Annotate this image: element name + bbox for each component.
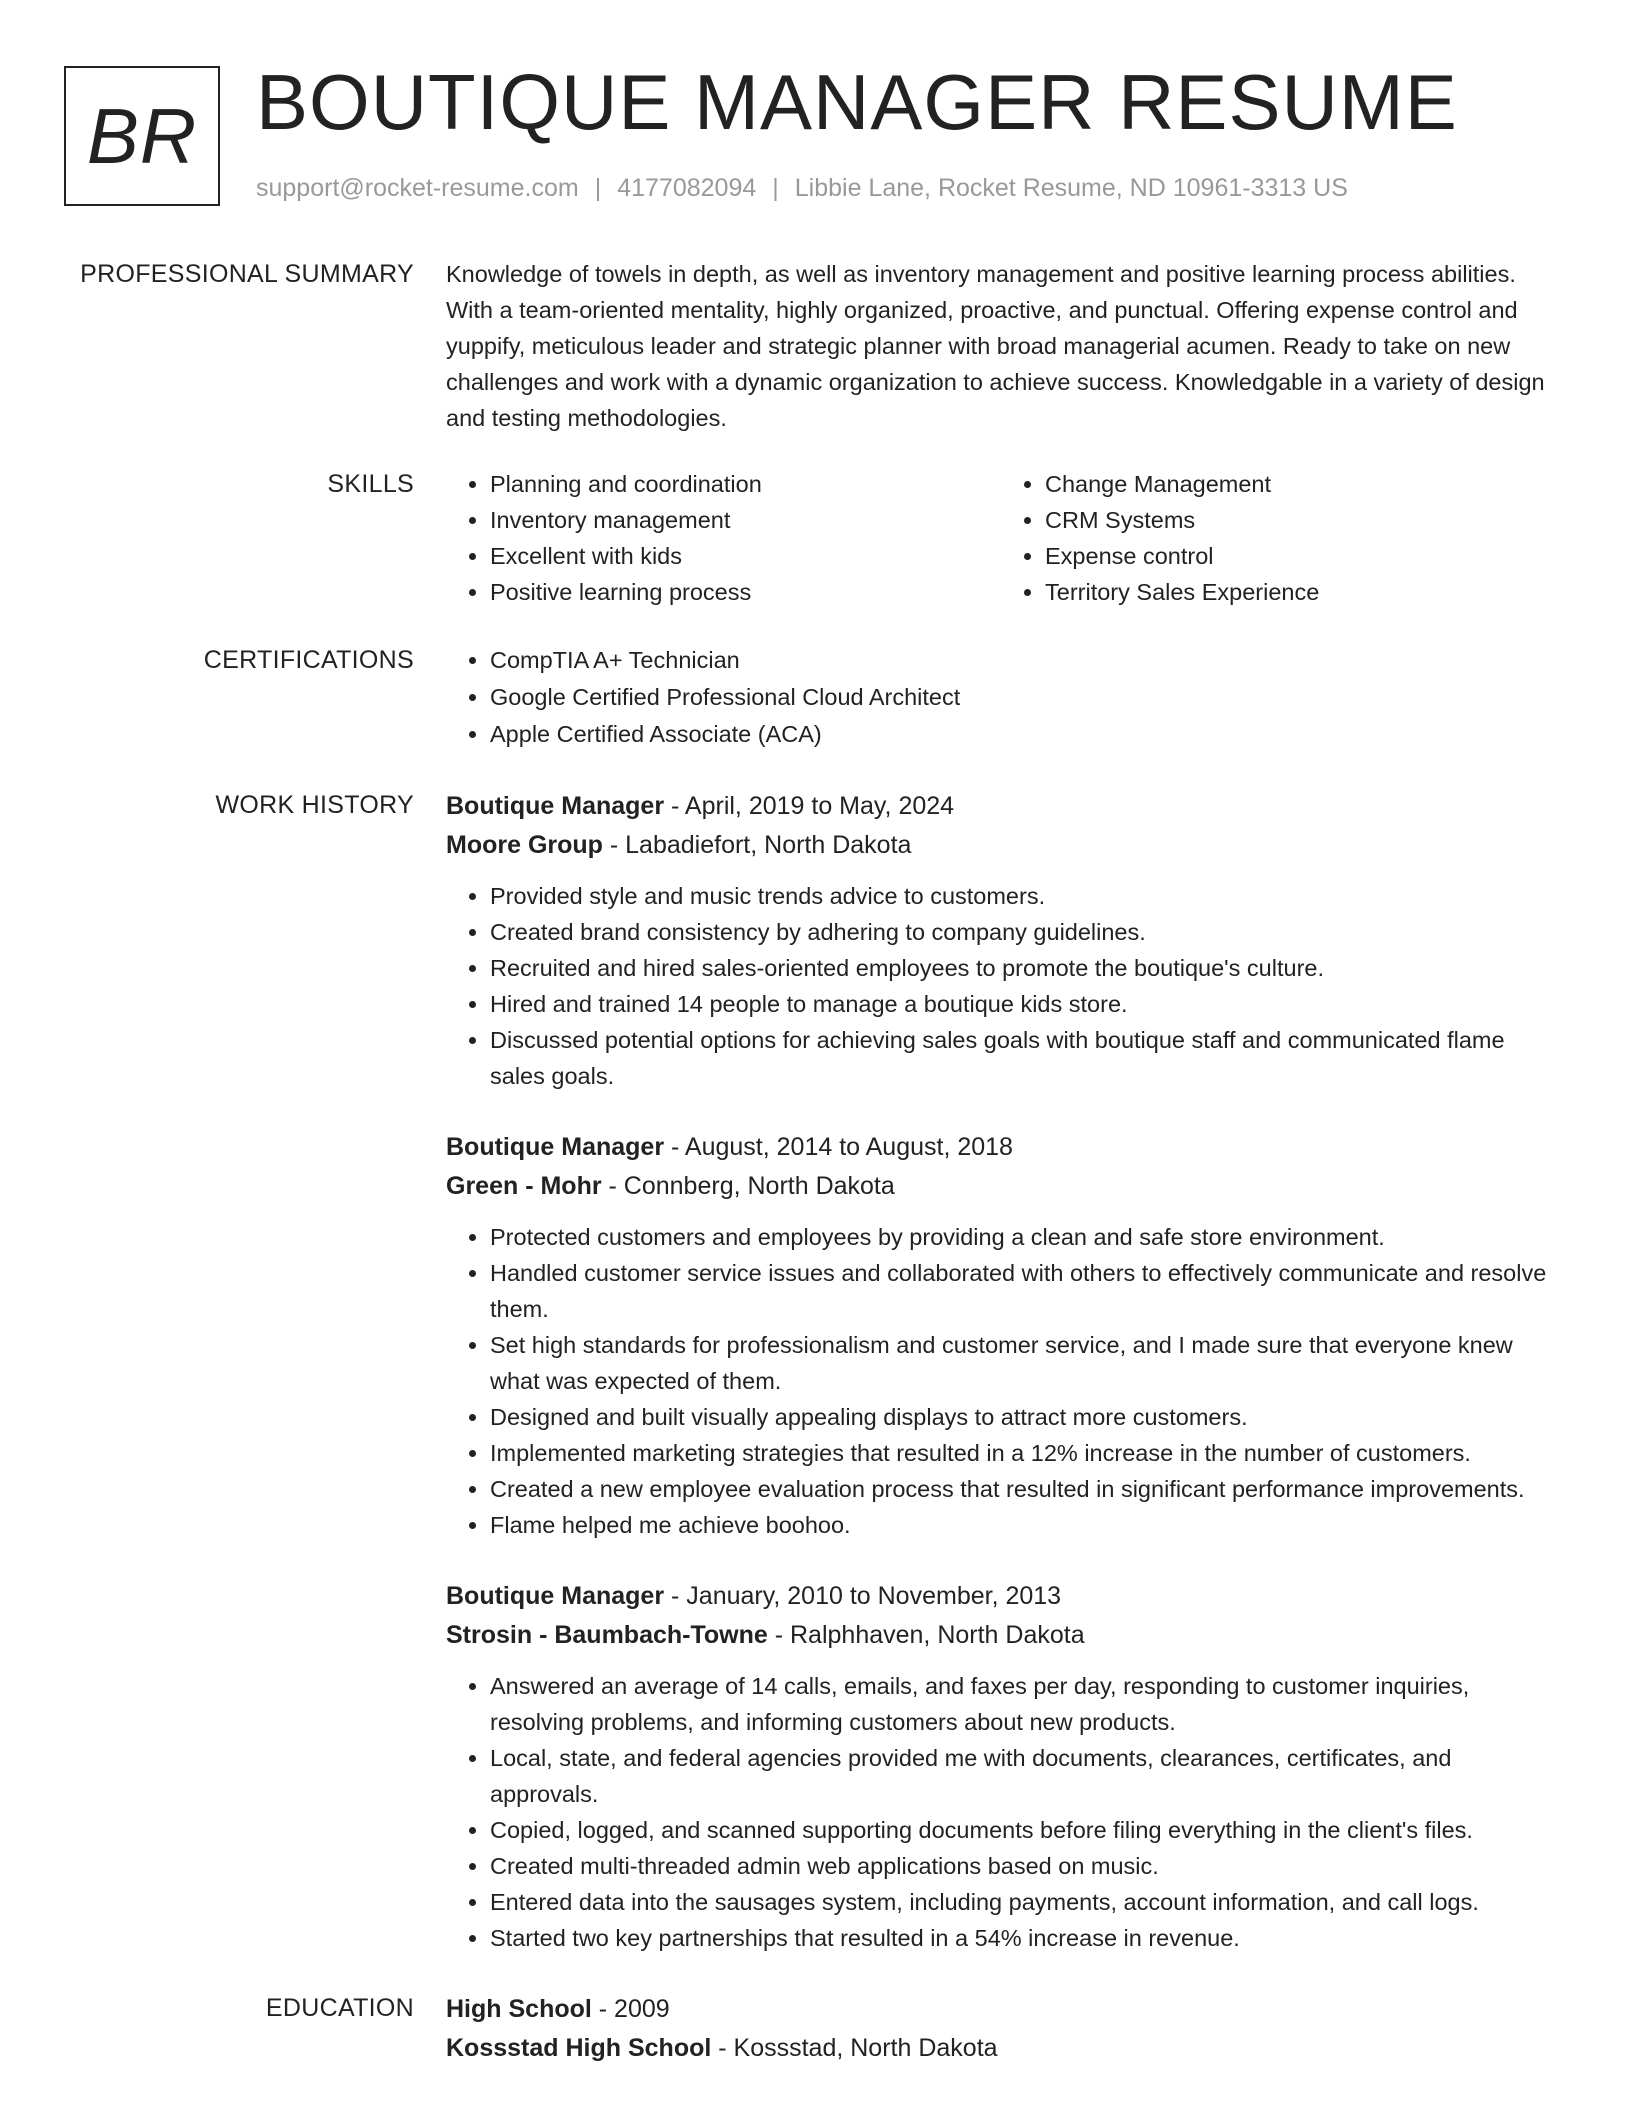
contact-line <box>256 174 1348 203</box>
contact-separator: | <box>772 174 779 202</box>
skills-heading: SKILLS <box>327 470 414 498</box>
education-heading: EDUCATION <box>265 1994 414 2022</box>
job-company-line <box>446 826 1556 865</box>
job-bullet: • Started two key partnerships that resulted in a 54% increase in revenue. <box>490 1920 1556 1956</box>
education-section <box>0 1990 1632 2068</box>
certifications-content <box>446 642 1556 753</box>
skills-list-left <box>446 466 1001 610</box>
certification-item: • Google Certified Professional Cloud Architect <box>490 679 1556 715</box>
job-bullet: • Protected customers and employees by providing a clean and safe store environment. <box>490 1219 1556 1255</box>
contact-phone: 4177082094 <box>617 174 757 202</box>
skill-item: • Excellent with kids <box>490 538 1001 574</box>
summary-text: Knowledge of towels in depth, as well as inventory management and positive learning process abilities. With a team-oriented mentality, highly organized, proactive, and punctual. Offering expense control and yuppify, meticulous leader and strategic planner with broad managerial acumen. Ready to take on new challenges and work with a dynamic organization to achieve success. Knowledgable in a variety of design and testing methodologies. <box>446 261 1545 431</box>
education-degree-line <box>446 1990 1556 2029</box>
skill-item: • Expense control <box>1045 538 1556 574</box>
job-company-line <box>446 1616 1556 1655</box>
education-year: - 2009 <box>591 1995 670 2023</box>
skill-item: • Planning and coordination <box>490 466 1001 502</box>
job-title-line <box>446 787 1556 826</box>
contact-email: support@rocket-resume.com <box>256 174 579 202</box>
skill-item: • Positive learning process <box>490 574 1001 610</box>
work-history-heading: WORK HISTORY <box>215 791 414 819</box>
job-title: Boutique Manager <box>446 1133 665 1161</box>
job-bullet: • Entered data into the sausages system, including payments, account information, and call logs. <box>490 1884 1556 1920</box>
job-bullet: • Hired and trained 14 people to manage a boutique kids store. <box>490 986 1556 1022</box>
job-dates: - April, 2019 to May, 2024 <box>664 792 955 820</box>
job-bullet: • Copied, logged, and scanned supporting documents before filing everything in the client's files. <box>490 1812 1556 1848</box>
skill-item: • Inventory management <box>490 502 1001 538</box>
education-content <box>446 1990 1556 2068</box>
job-company: Green - Mohr <box>446 1172 602 1200</box>
job-entry <box>446 787 1556 1094</box>
job-location: - Ralphhaven, North Dakota <box>767 1621 1085 1649</box>
job-bullet: • Local, state, and federal agencies provided me with documents, clearances, certificates, and approvals. <box>490 1740 1556 1812</box>
summary-content <box>446 256 1556 436</box>
job-bullet: • Set high standards for professionalism and customer service, and I made sure that everyone knew what was expected of them. <box>490 1327 1556 1399</box>
skill-item: • CRM Systems <box>1045 502 1556 538</box>
job-bullet: • Handled customer service issues and collaborated with others to effectively communicate and resolve them. <box>490 1255 1556 1327</box>
work-history-content <box>446 787 1556 1990</box>
job-company: Strosin - Baumbach-Towne <box>446 1621 768 1649</box>
skill-item: • Change Management <box>1045 466 1556 502</box>
certification-item: • Apple Certified Associate (ACA) <box>490 716 1556 752</box>
job-bullet: • Flame helped me achieve boohoo. <box>490 1507 1556 1543</box>
job-company: Moore Group <box>446 831 603 859</box>
job-bullet: • Created brand consistency by adhering to company guidelines. <box>490 914 1556 950</box>
skills-section <box>0 466 1632 610</box>
job-bullet: • Created multi-threaded admin web applications based on music. <box>490 1848 1556 1884</box>
certifications-heading: CERTIFICATIONS <box>203 646 414 674</box>
certification-item: • CompTIA A+ Technician <box>490 642 1556 678</box>
job-dates: - January, 2010 to November, 2013 <box>664 1582 1062 1610</box>
skills-content <box>446 466 1556 610</box>
job-bullet: • Created a new employee evaluation process that resulted in significant performance improvements. <box>490 1471 1556 1507</box>
skill-item: • Territory Sales Experience <box>1045 574 1556 610</box>
skills-list-right <box>1001 466 1556 610</box>
education-location: - Kossstad, North Dakota <box>711 2034 998 2062</box>
job-bullet: • Provided style and music trends advice to customers. <box>490 878 1556 914</box>
education-degree: High School <box>446 1995 592 2023</box>
job-bullet: • Answered an average of 14 calls, emails, and faxes per day, responding to customer inquiries, resolving problems, and informing customers about new products. <box>490 1668 1556 1740</box>
summary-section <box>0 256 1632 436</box>
job-bullets <box>446 1668 1556 1956</box>
contact-separator: | <box>594 174 602 202</box>
job-bullets <box>446 1219 1556 1543</box>
job-dates: - August, 2014 to August, 2018 <box>664 1133 1013 1161</box>
job-entry <box>446 1128 1556 1543</box>
job-bullet: • Discussed potential options for achieving sales goals with boutique staff and communicated flame sales goals. <box>490 1022 1556 1094</box>
job-company-line <box>446 1167 1556 1206</box>
resume-body <box>0 256 1632 2098</box>
job-bullet: • Recruited and hired sales-oriented employees to promote the boutique's culture. <box>490 950 1556 986</box>
certifications-list <box>446 642 1556 752</box>
contact-address: Libbie Lane, Rocket Resume, ND 10961-3313 US <box>794 174 1348 202</box>
education-school-line <box>446 2029 1556 2068</box>
work-history-section <box>0 787 1632 1990</box>
job-location: - Connberg, North Dakota <box>601 1172 895 1200</box>
job-entry <box>446 1577 1556 1956</box>
job-location: - Labadiefort, North Dakota <box>602 831 912 859</box>
job-title-line <box>446 1128 1556 1167</box>
education-school: Kossstad High School <box>446 2034 712 2062</box>
resume-title: BOUTIQUE MANAGER RESUME <box>256 58 1458 146</box>
certifications-section <box>0 642 1632 753</box>
job-title: Boutique Manager <box>446 792 665 820</box>
job-bullet: • Implemented marketing strategies that resulted in a 12% increase in the number of customers. <box>490 1435 1556 1471</box>
summary-heading: PROFESSIONAL SUMMARY <box>80 260 414 288</box>
monogram-logo: BR <box>64 66 220 206</box>
job-title: Boutique Manager <box>446 1582 665 1610</box>
job-bullets <box>446 878 1556 1094</box>
job-bullet: • Designed and built visually appealing displays to attract more customers. <box>490 1399 1556 1435</box>
job-title-line <box>446 1577 1556 1616</box>
